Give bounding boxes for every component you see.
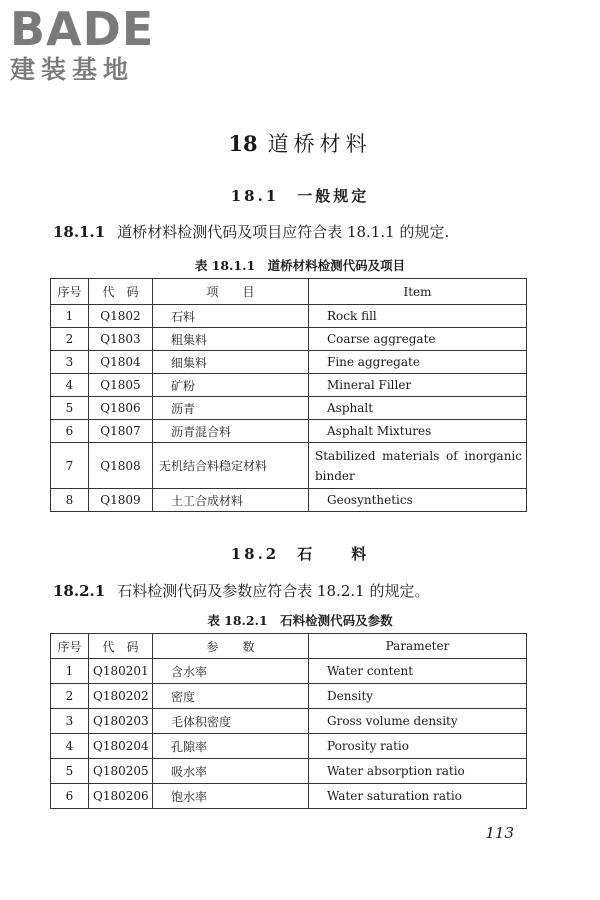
table-row — [51, 659, 527, 684]
cell-item-en: Rock fill — [309, 305, 527, 328]
col-header: 参 数 — [153, 634, 309, 659]
cell-item-cn: 矿粉 — [153, 374, 309, 397]
section-number: 18.2 — [230, 545, 280, 563]
cell-param-cn: 密度 — [153, 684, 309, 709]
cell-index: 1 — [51, 305, 89, 328]
clause-18-2-1 — [53, 580, 429, 601]
cell-item-cn: 土工合成材料 — [153, 489, 309, 512]
cell-code: Q1804 — [89, 351, 153, 374]
col-header: 项 目 — [153, 279, 309, 305]
cell-code: Q1807 — [89, 420, 153, 443]
cell-code: Q180202 — [89, 684, 153, 709]
table-18-1-1 — [50, 278, 527, 512]
table-row — [51, 759, 527, 784]
table-row — [51, 374, 527, 397]
cell-param-cn: 含水率 — [153, 659, 309, 684]
cell-item-en: Stabilized materials of inorganic binder — [309, 443, 527, 489]
chapter-title-text: 道桥材料 — [267, 132, 372, 156]
col-header: 代 码 — [89, 634, 153, 659]
cell-item-en: Geosynthetics — [309, 489, 527, 512]
clause-number: 18.1.1 — [53, 223, 106, 241]
table-row — [51, 489, 527, 512]
table-row — [51, 443, 527, 489]
cell-item-cn: 沥青混合料 — [153, 420, 309, 443]
table-row — [51, 328, 527, 351]
cell-item-cn: 沥青 — [153, 397, 309, 420]
page-number: 113 — [485, 824, 514, 842]
table-row — [51, 684, 527, 709]
cell-param-cn: 饱水率 — [153, 784, 309, 809]
cell-index: 2 — [51, 684, 89, 709]
col-header: Parameter — [309, 634, 527, 659]
section-title-text: 一般规定 — [297, 187, 370, 205]
cell-item-en: Fine aggregate — [309, 351, 527, 374]
cell-code: Q1809 — [89, 489, 153, 512]
cell-item-en: Coarse aggregate — [309, 328, 527, 351]
table-row — [51, 420, 527, 443]
col-header: 序号 — [51, 634, 89, 659]
cell-index: 3 — [51, 351, 89, 374]
logo-main-text: BADE — [10, 2, 155, 56]
cell-code: Q1806 — [89, 397, 153, 420]
cell-code: Q180206 — [89, 784, 153, 809]
cell-item-en: Mineral Filler — [309, 374, 527, 397]
cell-code: Q180204 — [89, 734, 153, 759]
cell-index: 6 — [51, 420, 89, 443]
col-header: 序号 — [51, 279, 89, 305]
cell-code: Q1808 — [89, 443, 153, 489]
table-row — [51, 397, 527, 420]
chapter-title — [0, 128, 600, 158]
chapter-number: 18 — [228, 131, 258, 156]
cell-code: Q180203 — [89, 709, 153, 734]
section-title-text: 石 料 — [297, 545, 370, 563]
cell-param-en: Water saturation ratio — [309, 784, 527, 809]
table-header-row — [51, 279, 527, 305]
table-18-2-1 — [50, 633, 527, 809]
table-row — [51, 734, 527, 759]
section-title-18-1 — [0, 185, 600, 206]
cell-item-cn: 石料 — [153, 305, 309, 328]
cell-item-en: Asphalt Mixtures — [309, 420, 527, 443]
cell-code: Q180201 — [89, 659, 153, 684]
cell-code: Q1805 — [89, 374, 153, 397]
cell-param-en: Density — [309, 684, 527, 709]
table-row — [51, 784, 527, 809]
logo-sub-text: 建装基地 — [10, 55, 135, 84]
cell-index: 5 — [51, 759, 89, 784]
table-caption-18-2-1: 表 18.2.1 石料检测代码及参数 — [207, 613, 393, 628]
cell-index: 8 — [51, 489, 89, 512]
cell-index: 3 — [51, 709, 89, 734]
section-number: 18.1 — [230, 187, 280, 205]
cell-code: Q1802 — [89, 305, 153, 328]
cell-param-cn: 孔隙率 — [153, 734, 309, 759]
cell-index: 1 — [51, 659, 89, 684]
cell-param-en: Water absorption ratio — [309, 759, 527, 784]
cell-param-cn: 吸水率 — [153, 759, 309, 784]
cell-param-en: Porosity ratio — [309, 734, 527, 759]
cell-index: 2 — [51, 328, 89, 351]
cell-index: 7 — [51, 443, 89, 489]
cell-item-cn: 无机结合料稳定材料 — [153, 443, 309, 489]
cell-index: 4 — [51, 734, 89, 759]
clause-number: 18.2.1 — [53, 582, 106, 600]
cell-index: 4 — [51, 374, 89, 397]
cell-code: Q1803 — [89, 328, 153, 351]
section-title-18-2 — [0, 543, 600, 564]
cell-index: 6 — [51, 784, 89, 809]
cell-item-cn: 粗集料 — [153, 328, 309, 351]
clause-text: 石料检测代码及参数应符合表 18.2.1 的规定。 — [117, 582, 430, 600]
cell-index: 5 — [51, 397, 89, 420]
table-header-row — [51, 634, 527, 659]
cell-code: Q180205 — [89, 759, 153, 784]
clause-text: 道桥材料检测代码及项目应符合表 18.1.1 的规定. — [117, 223, 450, 241]
table-row — [51, 709, 527, 734]
cell-param-en: Gross volume density — [309, 709, 527, 734]
col-header: 代 码 — [89, 279, 153, 305]
table-row — [51, 305, 527, 328]
cell-item-cn: 细集料 — [153, 351, 309, 374]
table-row — [51, 351, 527, 374]
clause-18-1-1 — [53, 221, 449, 242]
col-header: Item — [309, 279, 527, 305]
cell-param-cn: 毛体积密度 — [153, 709, 309, 734]
cell-item-en: Asphalt — [309, 397, 527, 420]
table-caption-18-1-1: 表 18.1.1 道桥材料检测代码及项目 — [194, 258, 406, 273]
bade-logo — [10, 2, 180, 84]
cell-param-en: Water content — [309, 659, 527, 684]
